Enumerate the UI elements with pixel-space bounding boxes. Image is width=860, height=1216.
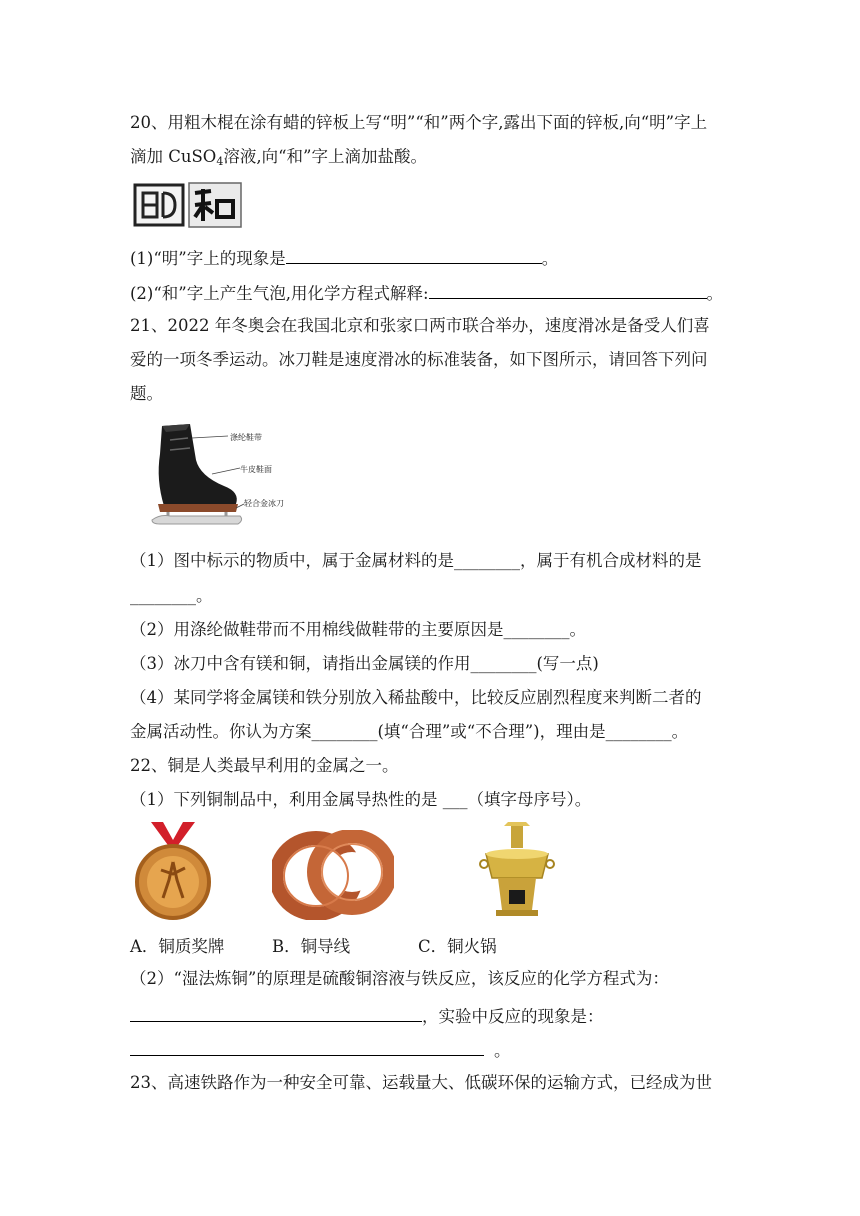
copper-medal-image [133,822,213,922]
label-polyester-strap: 涤纶鞋带 [230,433,262,442]
q21-stem-line3: 题。 [130,384,163,403]
copper-hotpot-image [478,822,556,920]
q20-part2-text: (2)“和”字上产生气泡,用化学方程式解释: [130,284,429,303]
q20-stem-line2-a: 滴加 CuSO [130,147,217,166]
q20-part1-answer-blank[interactable] [286,245,542,264]
copper-wire-image [272,830,394,920]
q21-skate-figure [140,420,284,532]
q21-stem-line1: 21、2022 年冬奥会在我国北京和张家口两市联合举办，速度滑冰是备受人们喜 [130,316,710,335]
label-cowhide-upper: 牛皮鞋面 [240,465,272,474]
option-c-label: C．铜火锅 [418,937,497,956]
q20-stem-line1: 20、用粗木棍在涂有蜡的锌板上写“明”“和”两个字,露出下面的锌板,向“明”字上 [130,113,708,132]
q23-stem-line1: 23、高速铁路作为一种安全可靠、运载量大、低碳环保的运输方式，已经成为世 [130,1073,712,1092]
q22-part2-line3 [130,1037,511,1062]
q22-part2-line3-end: 。 [494,1041,511,1060]
q21-part4-line1: （4）某同学将金属镁和铁分别放入稀盐酸中，比较反应剧烈程度来判断二者的 [130,688,702,707]
q21-part2: （2）用涤纶做鞋带而不用棉线做鞋带的主要原因是________。 [130,620,586,639]
q21-stem-line2: 爱的一项冬季运动。冰刀鞋是速度滑冰的标准装备，如下图所示，请回答下列问 [130,350,708,369]
q22-part1: （1）下列铜制品中，利用金属导热性的是 ___（填字母序号）。 [130,790,592,809]
option-b-label: B．铜导线 [272,937,351,956]
q20-part2-end: 。 [706,284,724,303]
q20-part2-answer-blank[interactable] [429,280,707,299]
label-alloy-blade: 轻合金冰刀 [244,499,284,508]
q22-stem: 22、铜是人类最早利用的金属之一。 [130,756,399,775]
equation-answer-blank[interactable] [130,1003,422,1022]
q22-part2-line2-end: ，实验中反应的现象是： [422,1007,604,1026]
q20-stem-line2-b: 溶液,向“和”字上滴加盐酸。 [223,147,427,166]
q21-part3: （3）冰刀中含有镁和铜，请指出金属镁的作用________(写一点) [130,654,599,673]
q21-part1-line1: （1）图中标示的物质中，属于金属材料的是________，属于有机合成材料的是 [130,551,702,570]
q22-part2-line2 [130,1003,604,1028]
q22-part2-line1: （2）“湿法炼铜”的原理是硫酸铜溶液与铁反应，该反应的化学方程式为： [130,969,669,988]
q20-part2 [130,280,723,305]
q20-part1 [130,245,558,270]
option-a-label: A．铜质奖牌 [130,937,225,956]
q20-part1-text: (1)“明”字上的现象是 [130,249,286,268]
q21-part1-line2: ________。 [130,586,213,605]
q21-part4-line2: 金属活动性。你认为方案________(填“合理”或“不合理”)，理由是________。 [130,722,689,741]
q20-formula-subscript: 4 [216,155,224,168]
q20-part1-end: 。 [541,249,559,268]
phenomenon-answer-blank[interactable] [130,1037,484,1056]
q20-stem-line2 [130,146,427,173]
q20-zinc-plate-figure [133,181,243,229]
